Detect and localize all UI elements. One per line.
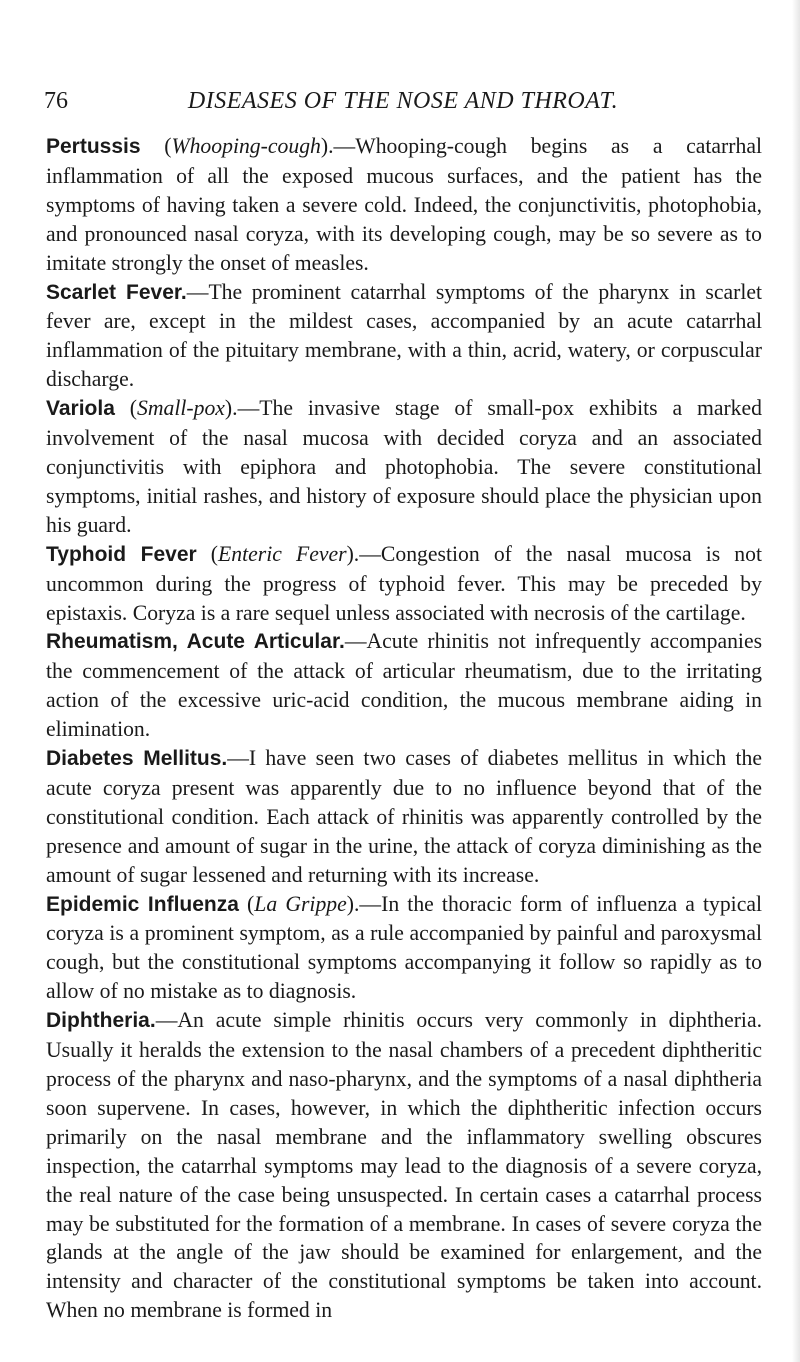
entry-rheumatism: Rheumatism, Acute Articular.—Acute rhinitis not infrequently accompanies the commencement of the attack of articular rheumatism, due to the irritating action of the excessive uric-acid condition, the mucous membrane aiding in elimination.	[46, 629, 763, 742]
entry-variola: Variola (Small-pox).—The invasive stage of small-pox exhibits a marked involvement of the nasal mucosa with decided coryza and an associated conjunctivitis with epiphora and photophobia. The severe constitutional symptoms, initial rashes, and history of exposure should place the physician upon his guard.	[46, 396, 762, 537]
entry-text: An acute simple rhinitis occurs very commonly in diphtheria. Usually it heralds the extension to the nasal chambers of a precedent diphtheritic process of the pharynx and naso-pharynx, and the symptoms of a nasal diphtheria soon supervene. In cases, however, in which the diphtheritic infection occurs primarily on the nasal membrane and the inflammatory swelling obscures inspection, the catarrhal symptoms may lead to the diagnosis of a severe coryza, the real nature of the case being unsuspected. In certain cases a catarrhal process may be substituted for the formation of a membrane. In cases of severe coryza the glands at the angle of the jaw should be examined for enlargement, and the intensity and character of the constitutional symptoms be taken into account. When no membrane is formed in	[46, 1008, 762, 1323]
entry-epidemic-influenza: Epidemic Influenza (La Grippe).—In the thoracic form of influenza a typical coryza is a prominent symptom, as a rule accompanied by painful and paroxysmal cough, but the constitutional symptoms accompanying it follow so rapidly as to allow of no mistake as to diagnosis.	[46, 891, 762, 1004]
entry-aside: La Grippe	[254, 891, 347, 916]
entry-scarlet-fever: Scarlet Fever.—The prominent catarrhal symptoms of the pharynx in scarlet fever are, except in the mildest cases, accompanied by an acute catarrhal inflammation of the pituitary membrane, with a thin, acrid, watery, or corpuscular discharge.	[46, 279, 763, 392]
entry-text: I have seen two cases of diabetes mellitus in which the acute coryza present was apparently due to no influence beyond that of the constitutional condition. Each attack of rhinitis was apparently controlled by the presence and amount of sugar in the urine, the attack of coryza diminishing as the amount of sugar lessened and returning with its increase.	[46, 746, 762, 887]
entry-typhoid-fever: Typhoid Fever (Enteric Fever).—Congestion of the nasal mucosa is not uncommon during the progress of typhoid fever. This may be preceded by epistaxis. Coryza is a rare sequel unless associated with necrosis of the cartilage.	[46, 541, 762, 625]
entry-title: Scarlet Fever.	[46, 280, 187, 304]
entry-title: Pertussis	[46, 135, 141, 158]
page-header	[44, 88, 762, 128]
entry-aside: Whooping-cough	[171, 134, 321, 158]
entry-text: The invasive stage of small-pox exhibits a marked involvement of the nasal mucosa with decided coryza and an associated conjunctivitis with epiphora and photophobia. The severe constitutional symptoms, initial rashes, and history of exposure should place the physician upon his guard.	[46, 396, 762, 537]
entry-aside: Enteric Fever	[218, 541, 347, 566]
entry-title: Typhoid Fever	[46, 542, 197, 566]
entry-diphtheria: Diphtheria.—An acute simple rhinitis occurs very commonly in diphtheria. Usually it heralds the extension to the nasal chambers of a precedent diphtheritic process of the pharynx and naso-pharynx, and the symptoms of a nasal diphtheria soon supervene. In cases, however, in which the diphtheritic infection occurs primarily on the nasal membrane and the inflammatory swelling obscures inspection, the catarrhal symptoms may lead to the diagnosis of a severe coryza, the real nature of the case being unsuspected. In certain cases a catarrhal process may be substituted for the formation of a membrane. In cases of severe coryza the glands at the angle of the jaw should be examined for enlargement, and the intensity and character of the constitutional symptoms be taken into account. When no membrane is formed in	[46, 1008, 762, 1323]
entry-title: Diphtheria.	[46, 1009, 156, 1033]
entry-title: Rheumatism, Acute Articular.	[46, 630, 345, 654]
page-number: 76	[44, 88, 68, 114]
entry-text: Congestion of the nasal mucosa is not uncommon during the progress of typhoid fever. This may be preceded by epistaxis. Coryza is a rare sequel unless associated with necrosis of the cartilage.	[46, 541, 762, 625]
entry-text: The prominent catarrhal symptoms of the pharynx in scarlet fever are, except in the mildest cases, accompanied by an acute catarrhal inflammation of the pituitary membrane, with a thin, acrid, watery, or corpuscular discharge.	[46, 279, 763, 392]
running-title: DISEASES OF THE NOSE AND THROAT.	[187, 88, 619, 114]
entry-title: Variola	[46, 397, 115, 421]
entry-title: Epidemic Influenza	[46, 892, 239, 916]
body-text	[46, 132, 762, 1325]
entry-diabetes-mellitus: Diabetes Mellitus.—I have seen two cases of diabetes mellitus in which the acute coryza present was apparently due to no influence beyond that of the constitutional condition. Each attack of rhinitis was apparently controlled by the presence and amount of sugar in the urine, the attack of coryza diminishing as the amount of sugar lessened and returning with its increase.	[46, 746, 762, 887]
entry-aside: Small-pox	[136, 396, 225, 421]
entry-text: In the thoracic form of influenza a typical coryza is a prominent symptom, as a rule accompanied by painful and paroxysmal cough, but the constitutional symptoms accompanying it follow so rapidly as to allow of no mistake as to diagnosis.	[46, 891, 762, 1004]
entry-pertussis: Pertussis (Whooping-cough).—Whooping-cough begins as a catarrhal inflammation of all the exposed mucous surfaces, and the patient has the symptoms of having taken a severe cold. Indeed, the conjunctivitis, photophobia, and pronounced nasal coryza, with its developing cough, may be so severe as to imitate strongly the onset of measles.	[46, 134, 762, 275]
entry-text: Whooping-cough begins as a catarrhal inflammation of all the exposed mucous surfaces, and the patient has the symptoms of having taken a severe cold. Indeed, the conjunctivitis, photophobia, and pronounced nasal coryza, with its developing cough, may be so severe as to imitate strongly the onset of measles.	[46, 134, 762, 275]
page-edge-shadow	[792, 0, 800, 1362]
entry-title: Diabetes Mellitus.	[46, 747, 228, 771]
entry-text: Acute rhinitis not infrequently accompanies the commencement of the attack of articular rheumatism, due to the irritating action of the excessive uric-acid condition, the mucous membrane aiding in elimination.	[46, 629, 763, 742]
